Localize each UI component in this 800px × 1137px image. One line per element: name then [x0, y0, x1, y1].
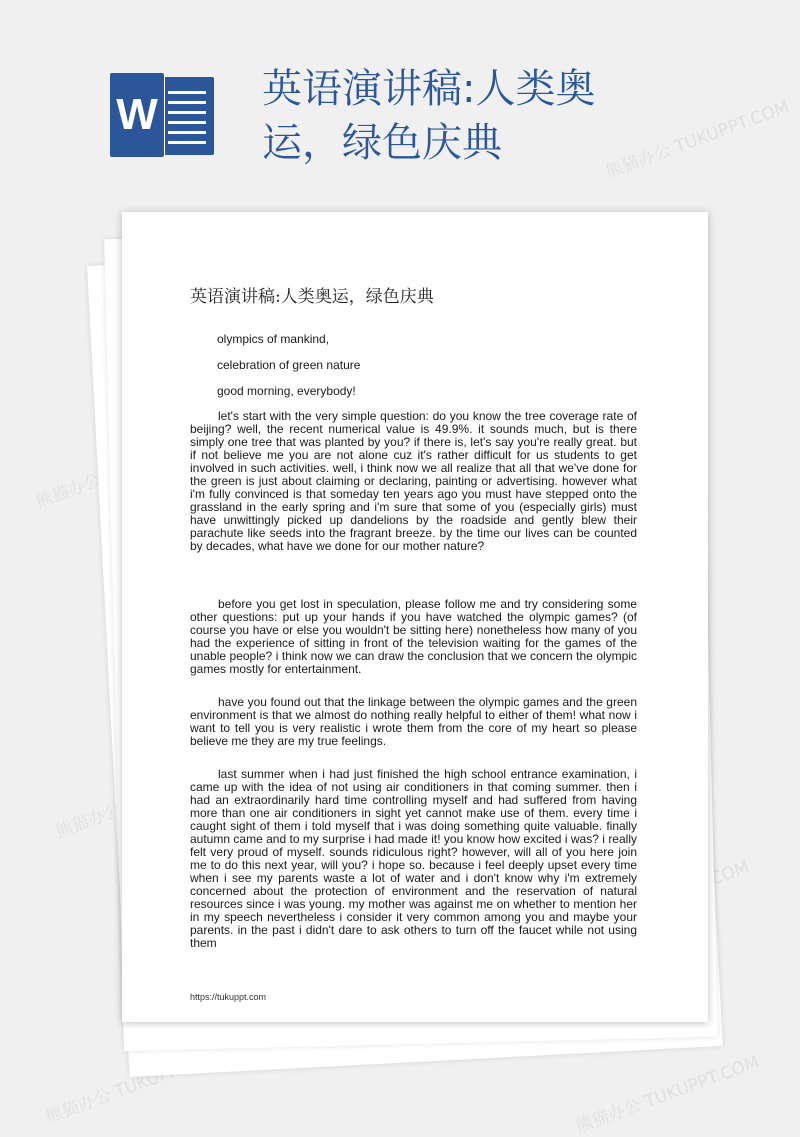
watermark: 熊猫办公 TUKUPPT.COM	[573, 1052, 763, 1137]
word-letter-badge: W	[110, 73, 164, 157]
watermark: 熊猫办公 TUKUPPT.COM	[43, 1042, 233, 1128]
watermark: 熊猫办公 TUKUPPT.COM	[603, 97, 793, 183]
watermark: 熊猫办公	[53, 800, 125, 843]
word-document-icon	[110, 73, 214, 157]
body-paragraph: have you found out that the linkage between the olympic games and the green environment is that we almost do nothing really helpful to either of them! what now i want to tell you is very realistic i wrote them from the core of my heart so please believe me they are my true feelings.	[190, 695, 637, 748]
body-paragraph: last summer when i had just finished the high school entrance examination, i came up with the idea of not using air conditioners in that coming summer. then i had an extraordinarily hard time controlling myself and had suffered from having more than one air conditioners in sight yet cannot make use of them. every time i caught sight of them i told myself that i was doing something quite valuable. finally autumn came and to my surprise i had made it! you know how excited i was? i really felt very proud of myself. sounds ridiculous right? however, will all of you here join me to do this next year, will you? i hope so. because i feel deeply upset every time when i see my parents waste a lot of water and i don't know why i'm extremely concerned about the protection of environment and the reservation of natural resources since i was young. my mother was against me on whether to mention her in my speech nevertheless i consider it very common among you and maybe your parents. in the past i didn't dare to ask others to turn off the faucet while not using them	[190, 767, 637, 950]
header-title: 英语演讲稿:人类奥运，绿色庆典	[262, 66, 596, 166]
intro-line: celebration of green nature	[217, 358, 361, 372]
intro-line: good morning, everybody!	[217, 384, 356, 398]
body-paragraph: let's start with the very simple question: do you know the tree coverage rate of beijing? well, the recent numerical value is 49.9%. it sounds much, but is there simply one tree that was planted by you? if there is, let's say you're really great. but if not believe me you are not alone cuz it's rather difficult for us students to get involved in such activities. well, i think now we all realize that all that we've done for the green is just about claiming or declaring, painting or advertising. however what i'm fully convinced is that someday ten years ago you must have stepped onto the grassland in the early spring and i'm sure that some of you (especially girls) must have unwittingly picked up dandelions by the roadside and gently blew their parachute like seeds into the fragrant breeze. by the time our lives can be counted by decades, what have we done for our mother nature?	[190, 409, 637, 553]
document-page	[122, 212, 708, 1022]
document-title: 英语演讲稿:人类奥运，绿色庆典	[190, 287, 434, 307]
footer-url: https://tukuppt.com	[190, 992, 267, 1002]
intro-line: olympics of mankind,	[217, 332, 330, 346]
watermark: 熊猫办公	[33, 470, 105, 513]
body-paragraph: before you get lost in speculation, please follow me and try considering some other questions: put up your hands if you have watched the olympic games? (of course you have or else you wouldn't be sitting here) nonetheless how many of you had the experience of sitting in front of the television waiting for the games of the unable people? i think now we can draw the conclusion that we concern the olympic games mostly for entertainment.	[190, 597, 637, 676]
